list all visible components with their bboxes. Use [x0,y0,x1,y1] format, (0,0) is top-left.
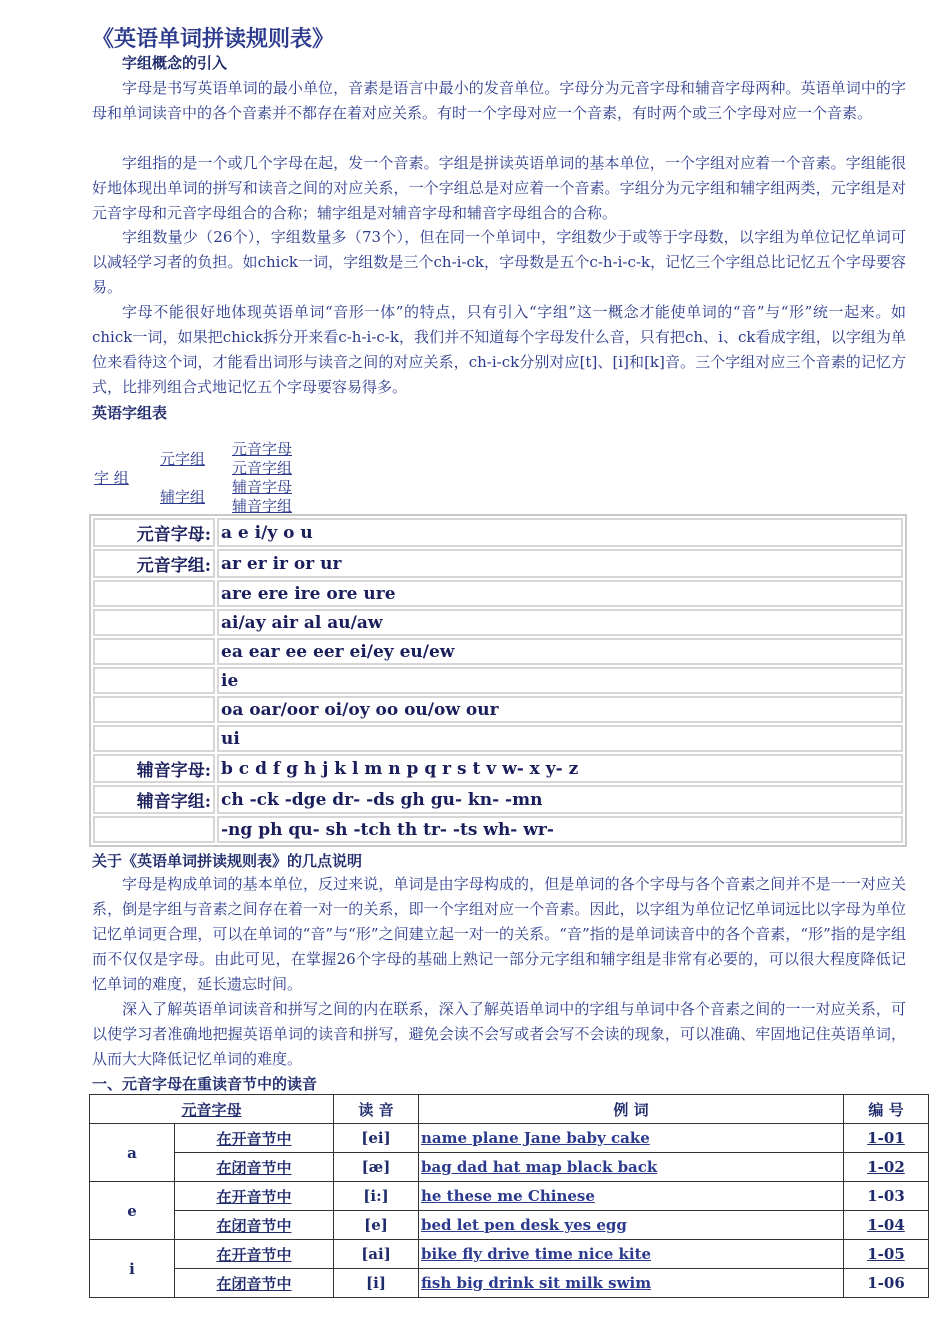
group-tree-diagram [92,438,352,518]
sound-cell: [ai] [334,1240,419,1269]
syllable-type-link[interactable]: 在闭音节中 [175,1153,334,1182]
row-content: ie [217,667,903,694]
vowel-letter-cell: a [90,1124,175,1182]
row-label [93,609,215,636]
row-content: ch -ck -dge dr- -ds gh gu- kn- -mn [217,785,903,814]
document-title: 《英语单词拼读规则表》 [92,26,335,52]
table-row [90,1124,929,1153]
tree-leaf-link[interactable]: 元音字母 [232,440,293,458]
tree-branch-vowel-link[interactable]: 元字组 [160,450,206,468]
letter-group-table [89,514,907,847]
sound-cell: [i:] [334,1182,419,1211]
example-words-link[interactable]: fish big drink sit milk swim [419,1269,844,1298]
notes-heading: 关于《英语单词拼读规则表》的几点说明 [92,852,363,870]
example-words-link[interactable]: bike fly drive time nice kite [419,1240,844,1269]
table-row [90,1182,929,1211]
table-row [93,580,903,607]
row-content: ui [217,725,903,752]
table-row [93,609,903,636]
row-content: b c d f g h j k l m n p q r s t v w- x y- z [217,754,903,783]
section-heading-concept: 字组概念的引入 [122,54,228,72]
row-label: 元音字组: [93,549,215,578]
row-content: are ere ire ore ure [217,580,903,607]
table-row [90,1153,929,1182]
intro-paragraph: 字组数量少（26个），字组数量多（73个），但在同一个单词中，字组数少于或等于字母数，以字组为单位记忆单词可以减轻学习者的负担。如chick一词，字组数是三个ch-i-ck，字母数是五个c-h-i-c-k，记忆三个字组总比记忆五个字母要容易。 [92,228,906,296]
row-content: oa oar/oor oi/oy oo ou/ow our [217,696,903,723]
syllable-type-link[interactable]: 在开音节中 [175,1240,334,1269]
row-label [93,725,215,752]
row-label: 元音字母: [93,518,215,547]
table-row [93,725,903,752]
notes-paragraph: 深入了解英语单词读音和拼写之间的内在联系，深入了解英语单词中的字组与单词中各个音素之间的一一对应关系，可以使学习者准确地把握英语单词的读音和拼写，避免会读不会写或者会写不会读的现象，可以准确、牢固地记住英语单词，从而大大降低记忆单词的难度。 [92,1000,906,1068]
table-row [93,696,903,723]
table-row [90,1269,929,1298]
table-row [93,549,903,578]
syllable-type-link[interactable]: 在闭音节中 [175,1211,334,1240]
tree-root-link[interactable]: 字 组 [94,469,129,487]
column-header: 编 号 [844,1095,929,1124]
row-label [93,580,215,607]
table-row [93,785,903,814]
tree-branch-consonant-link[interactable]: 辅字组 [160,488,206,506]
example-words-link[interactable]: name plane Jane baby cake [419,1124,844,1153]
row-label [93,667,215,694]
table-row [90,1211,929,1240]
table-row [93,816,903,843]
table-row [93,754,903,783]
table-row [93,667,903,694]
example-words-link[interactable]: he these me Chinese [419,1182,844,1211]
vowel-reading-rules-table [89,1094,929,1298]
sound-cell: [i] [334,1269,419,1298]
tree-leaf-link[interactable]: 辅音字母 [232,478,293,496]
row-content: ar er ir or ur [217,549,903,578]
row-label [93,638,215,665]
group-table-heading: 英语字组表 [92,404,168,422]
sound-cell: [e] [334,1211,419,1240]
syllable-type-link[interactable]: 在开音节中 [175,1124,334,1153]
row-label: 辅音字母: [93,754,215,783]
code-link[interactable]: 1-05 [844,1240,929,1269]
code-link[interactable]: 1-02 [844,1153,929,1182]
table-row [93,518,903,547]
table-header-row [90,1095,929,1124]
code-cell: 1-03 [844,1182,929,1211]
row-label [93,816,215,843]
column-header: 例 词 [419,1095,844,1124]
table-row [90,1240,929,1269]
sound-cell: [ei] [334,1124,419,1153]
intro-paragraph: 字母是书写英语单词的最小单位，音素是语言中最小的发音单位。字母分为元音字母和辅音字母两种。英语单词中的字母和单词读音中的各个音素并不都存在着对应关系。有时一个字母对应一个音素，有时两个或三个字母对应一个音素。 [92,79,906,122]
vowel-letter-cell: e [90,1182,175,1240]
column-header: 元音字母 [90,1095,334,1124]
column-header: 读 音 [334,1095,419,1124]
table-row [93,638,903,665]
row-content: ai/ay air al au/aw [217,609,903,636]
code-cell: 1-06 [844,1269,929,1298]
row-label [93,696,215,723]
syllable-type-link[interactable]: 在闭音节中 [175,1269,334,1298]
intro-paragraph: 字组指的是一个或几个字母在起，发一个音素。字组是拼读英语单词的基本单位，一个字组对应着一个音素。字组能很好地体现出单词的拼写和读音之间的对应关系，一个字组总是对应着一个音素。字组分为元字组和辅字组两类，元字组是对元音字母和元音字母组合的合称；辅字组是对辅音字母和辅音字母组合的合称。 [92,154,906,222]
sound-cell: [æ] [334,1153,419,1182]
code-link[interactable]: 1-04 [844,1211,929,1240]
notes-paragraph: 字母是构成单词的基本单位，反过来说，单词是由字母构成的，但是单词的各个字母与各个音素之间并不是一一对应关系，倒是字组与音素之间存在着一对一的关系，即一个字组对应一个音素。因此，以字组为单位记忆单词远比以字母为单位记忆单词更合理，可以在单词的“音”与“形”之间建立起一对一的关系。“音”指的是单词读音中的各个音素，“形”指的是字组而不仅仅是字母。由此可见，在掌握26个字母的基础上熟记一部分元字组和辅字组是非常有必要的，可以很大程度降低记忆单词的难度，延长遗忘时间。 [92,875,906,993]
tree-leaf-link[interactable]: 辅音字组 [232,497,293,515]
row-content: a e i/y o u [217,518,903,547]
syllable-type-link[interactable]: 在开音节中 [175,1182,334,1211]
section-heading-vowels: 一、元音字母在重读音节中的读音 [92,1075,318,1093]
row-content: ea ear ee eer ei/ey eu/ew [217,638,903,665]
row-label: 辅音字组: [93,785,215,814]
intro-paragraph: 字母不能很好地体现英语单词“音形一体”的特点，只有引入“字组”这一概念才能使单词的“音”与“形”统一起来。如chick一词，如果把chick拆分开来看c-h-i-c-k，我们并不知道每个字母发什么音，只有把ch、i、ck看成字组，以字组为单位来看待这个词，才能看出词形与读音之间的对应关系，ch-i-ck分别对应[t]、[i]和[k]音。三个字组对应三个音素的记忆方式，比排列组合式地记忆五个字母要容易得多。 [92,303,906,396]
example-words-link[interactable]: bag dad hat map black back [419,1153,844,1182]
row-content: -ng ph qu- sh -tch th tr- -ts wh- wr- [217,816,903,843]
tree-leaf-link[interactable]: 元音字组 [232,459,293,477]
code-link[interactable]: 1-01 [844,1124,929,1153]
example-words-link[interactable]: bed let pen desk yes egg [419,1211,844,1240]
vowel-letter-cell: i [90,1240,175,1298]
